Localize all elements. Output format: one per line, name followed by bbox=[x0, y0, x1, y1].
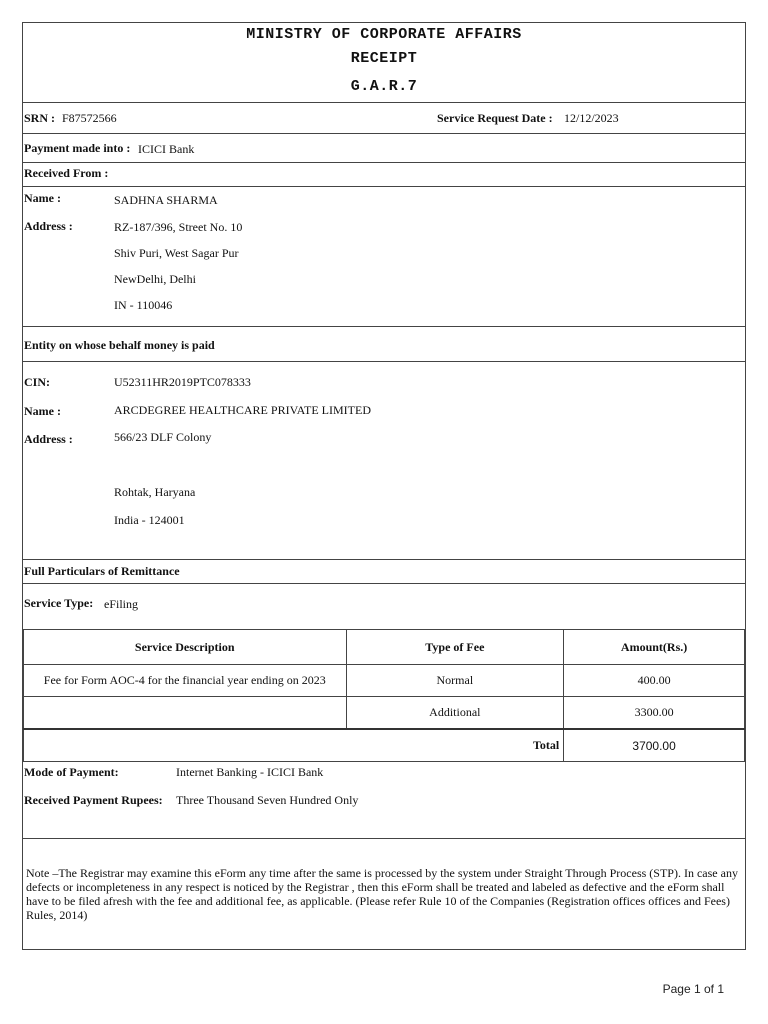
entity-address-line: Rohtak, Haryana bbox=[114, 485, 196, 499]
table-cell bbox=[24, 697, 347, 730]
divider bbox=[23, 361, 745, 362]
cin-label: CIN: bbox=[24, 375, 50, 389]
mode-of-payment-label: Mode of Payment: bbox=[24, 765, 119, 779]
divider bbox=[23, 559, 745, 560]
ministry-title: MINISTRY OF CORPORATE AFFAIRS bbox=[246, 26, 522, 43]
payer-address-line: IN - 110046 bbox=[114, 298, 173, 312]
divider bbox=[23, 326, 745, 327]
payer-address-line: Shiv Puri, West Sagar Pur bbox=[114, 246, 239, 260]
mode-of-payment-value: Internet Banking - ICICI Bank bbox=[176, 765, 324, 779]
received-rupees-value: Three Thousand Seven Hundred Only bbox=[176, 793, 359, 807]
page-number: Page 1 of 1 bbox=[662, 982, 724, 996]
total-value: 3700.00 bbox=[564, 729, 745, 762]
payment-into-label: Payment made into : bbox=[24, 141, 131, 155]
payer-address-line: RZ-187/396, Street No. 10 bbox=[114, 220, 243, 234]
column-header: Amount(Rs.) bbox=[564, 630, 745, 665]
table-cell: Additional bbox=[346, 697, 564, 730]
cin-value: U52311HR2019PTC078333 bbox=[114, 375, 251, 389]
receipt-header bbox=[23, 23, 745, 103]
table-cell: 3300.00 bbox=[564, 697, 745, 730]
service-request-date-value: 12/12/2023 bbox=[564, 111, 619, 125]
table-row bbox=[24, 697, 745, 730]
payer-name: SADHNA SHARMA bbox=[114, 193, 218, 207]
table-cell: Fee for Form AOC-4 for the financial year ending on 2023 bbox=[24, 665, 347, 697]
srn-value: F87572566 bbox=[62, 111, 117, 125]
payer-address-line: NewDelhi, Delhi bbox=[114, 272, 196, 286]
remittance-label: Full Particulars of Remittance bbox=[24, 564, 180, 578]
divider bbox=[23, 838, 745, 839]
payer-name-label: Name : bbox=[24, 191, 61, 205]
payer-address-label: Address : bbox=[24, 219, 73, 233]
column-header: Type of Fee bbox=[346, 630, 564, 665]
entity-name: ARCDEGREE HEALTHCARE PRIVATE LIMITED bbox=[114, 403, 371, 417]
payment-into-value: ICICI Bank bbox=[138, 142, 195, 156]
received-from-label: Received From : bbox=[24, 166, 109, 180]
form-title: G.A.R.7 bbox=[350, 78, 418, 95]
divider bbox=[23, 186, 745, 187]
fee-table bbox=[23, 629, 745, 762]
srn-label: SRN : bbox=[24, 111, 56, 125]
column-header: Service Description bbox=[24, 630, 347, 665]
table-cell: 400.00 bbox=[564, 665, 745, 697]
entity-name-label: Name : bbox=[24, 404, 61, 418]
table-row bbox=[24, 665, 745, 697]
total-row bbox=[24, 729, 745, 762]
received-rupees-label: Received Payment Rupees: bbox=[24, 793, 163, 807]
registrar-note: Note –The Registrar may examine this eForm any time after the same is processed by the system under Straight Through Process (STP). In case any defects or incompleteness in any respect is noticed by the Registrar , then this eForm shall be treated and labeled as defective and the eForm shall have to be filed afresh with the fee and additional fee, as applicable. (Please refer Rule 10 of the Companies (Registration offices offices and Fees) Rules, 2014) bbox=[26, 866, 738, 922]
total-label: Total bbox=[24, 729, 564, 762]
service-type-label: Service Type: bbox=[24, 596, 94, 610]
divider bbox=[23, 583, 745, 584]
entity-address-line: 566/23 DLF Colony bbox=[114, 430, 212, 444]
receipt-title: RECEIPT bbox=[350, 50, 418, 67]
table-cell: Normal bbox=[346, 665, 564, 697]
entity-address-line: India - 124001 bbox=[114, 513, 185, 527]
divider bbox=[23, 162, 745, 163]
service-type-value: eFiling bbox=[104, 597, 139, 611]
entity-section-label: Entity on whose behalf money is paid bbox=[24, 338, 215, 352]
entity-address-label: Address : bbox=[24, 432, 73, 446]
divider bbox=[23, 133, 745, 134]
receipt-frame bbox=[22, 22, 746, 950]
table-header-row bbox=[24, 630, 745, 665]
service-request-date-label: Service Request Date : bbox=[437, 111, 553, 125]
